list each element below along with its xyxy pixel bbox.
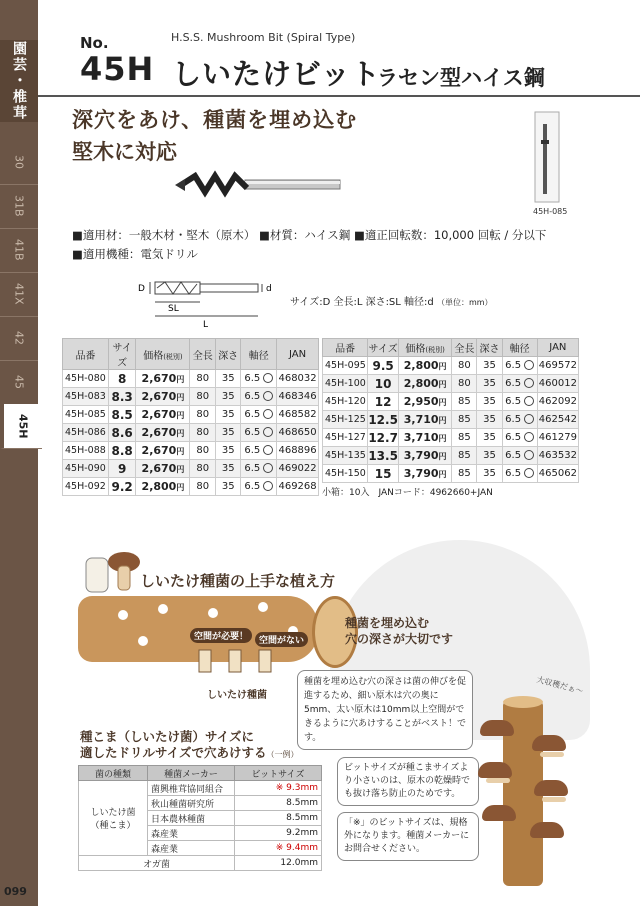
table-row [323,465,579,483]
col-header-price: 価格(税別) [136,339,190,370]
mushroom-cap [534,780,568,796]
note-bit-size: ビットサイズが種こまサイズより小さいのは、原木の乾燥時でも抜け落ち防止のためです。 [337,757,479,806]
table-footnote: 小箱：10入 JANコード：4962660+JAN [322,488,493,498]
label-gap-required: 空間が必要！ [190,628,252,643]
cell-size: 9.5 [368,357,399,375]
cell-jan: 462092 [537,393,578,411]
drill-size: ※ 9.4mm [235,841,322,856]
sidebar-category: 園芸・椎茸 [0,40,38,122]
cell-depth: 35 [477,357,502,375]
col-header-depth: 深さ [477,339,502,357]
sidebar-tab-31b[interactable]: 31B [0,184,38,229]
depth-message-line-2: 穴の深さが大切です [345,632,454,646]
cell-code: 45H-135 [323,447,368,465]
drill-maker: 森産業 [148,826,235,841]
cell-price: 2,670円 [136,442,190,460]
cell-code: 45H-085 [63,406,109,424]
cell-price: 3,790円 [399,447,452,465]
dimension-diagram [135,272,285,330]
log-hole [258,602,268,612]
material-value: 一般木材・堅木（原木） [128,228,256,242]
hex-shank-icon [263,373,273,383]
cell-length: 85 [452,429,477,447]
cell-depth: 35 [477,465,502,483]
spec-row-1 [72,227,546,243]
table-header-row [323,339,579,357]
mascot-illustration [80,540,140,600]
cell-jan: 460012 [537,375,578,393]
dimension-legend-text: サイズ:D 全長:L 深さ:SL 軸径:d [290,297,434,308]
cell-size: 9 [108,460,136,478]
cell-shank: 6.5 [241,370,277,388]
cell-size: 12.5 [368,412,398,427]
log-hole [138,636,148,646]
dim-label-d-upper: D [138,284,145,294]
cell-price: 2,950円 [399,393,452,411]
cell-depth: 35 [215,478,240,496]
hex-shank-icon [524,360,534,370]
cell-length: 85 [452,465,477,483]
drill-maker: 日本農林種菌 [148,811,235,826]
mushroom-cap [482,805,516,821]
cell-jan: 465062 [537,465,578,483]
col-header-price: 価格(税別) [399,339,452,357]
col-header-size: サイズ [108,339,136,370]
cell-length: 80 [190,478,215,496]
cell-shank: 6.5 [241,460,277,478]
cell-depth: 35 [215,370,240,388]
mushroom-underside [540,752,564,757]
page-subtitle: ラセン型ハイス鋼 [377,66,545,90]
cell-shank: 6.5 [241,442,277,460]
cell-code: 45H-150 [323,465,368,483]
cell-size: 15 [368,465,399,483]
cell-length: 80 [190,424,215,442]
cell-shank: 6.5 [502,357,537,375]
table-row [63,370,319,388]
cell-depth: 35 [477,375,502,393]
page-title: しいたけビット [172,57,381,91]
drill-table-title [80,729,299,763]
col-header-shank: 軸径 [241,339,277,370]
cell-depth: 35 [215,460,240,478]
cell-jan: 469022 [277,460,319,478]
col-header-code: 品番 [63,339,109,370]
cell-price: 2,800円 [136,478,190,496]
cell-size: 8.3 [108,388,136,406]
drill-title-line-1: 種こま（しいたけ菌）サイズに [80,729,255,744]
cell-depth: 35 [215,388,240,406]
quality-value: ハイス鋼 [304,228,351,242]
cell-jan: 468346 [277,388,319,406]
cell-shank: 6.5 [502,411,537,429]
col-header-jan: JAN [537,339,578,357]
drill-col-maker: 種菌メーカー [148,766,235,781]
col-header-jan: JAN [277,339,319,370]
cell-depth: 35 [215,406,240,424]
table-row [63,442,319,460]
table-row [323,429,579,447]
depth-explanation-box: 種菌を埋め込む穴の深さは菌の伸びを促進するため、細い原木は穴の奥に5mm、太い原木は10mm以上空間ができるように穴あけすることがベスト！です。 [297,670,473,750]
cell-depth: 35 [477,393,502,411]
sidebar-tab-41x[interactable]: 41X [0,272,38,317]
drill-size-table [78,765,322,871]
table-row [323,393,579,411]
hex-shank-icon [263,445,273,455]
spawn-plugs-illustration [195,646,285,682]
depth-message-line-1: 種菌を埋め込む [345,616,430,630]
table-header-row [63,339,319,370]
dimension-legend-unit: （単位：mm） [436,298,493,307]
cell-depth: 35 [215,442,240,460]
package-image [533,110,561,205]
cell-price: 2,670円 [136,460,190,478]
cell-code: 45H-090 [63,460,109,478]
cell-code: 45H-080 [63,370,109,388]
cell-length: 80 [452,357,477,375]
cell-size: 12 [368,393,399,411]
hex-shank-icon [263,481,273,491]
product-table-left [62,338,319,496]
cell-length: 85 [452,411,477,429]
cell-shank: 6.5 [502,447,537,465]
cell-shank: 6.5 [241,424,277,442]
label-no-gap: 空間がない [255,632,308,647]
drill-size: 8.5mm [235,796,322,811]
machine-value: 電気ドリル [140,247,198,261]
cell-code: 45H-092 [63,478,109,496]
rpm-label: ■適正回転数： [353,228,434,242]
log-hole [208,608,218,618]
table-row [63,478,319,496]
drill-size: 8.5mm [235,811,322,826]
dimension-legend [290,293,493,308]
drill-maker: 秋山種菌研究所 [148,796,235,811]
guide-title: しいたけ種菌の上手な植え方 [140,572,336,590]
mushroom-cap [532,735,566,751]
cell-length: 85 [452,393,477,411]
hex-shank-icon [263,391,273,401]
col-header-shank: 軸径 [502,339,537,357]
hex-shank-icon [263,409,273,419]
drill-oga-size: 12.0mm [235,856,322,871]
cell-shank: 6.5 [502,375,537,393]
quality-label: ■材質： [259,228,305,242]
cell-price: 2,670円 [136,370,190,388]
dim-label-sl: SL [168,304,179,314]
cell-jan: 469572 [537,357,578,375]
drill-bit-image [175,170,345,200]
drill-size: 9.2mm [235,826,322,841]
hex-shank-icon [263,427,273,437]
cell-size: 10 [368,375,399,393]
drill-col-type: 菌の種類 [79,766,148,781]
sidebar [0,0,38,906]
table-row [323,411,579,429]
sidebar-tab-41b[interactable]: 41B [0,228,38,273]
cell-size: 12.7 [368,430,398,445]
col-header-depth: 深さ [215,339,240,370]
hex-shank-icon [524,414,534,424]
cell-code: 45H-125 [323,411,368,429]
drill-maker: 森産業 [148,841,235,856]
cell-length: 80 [190,442,215,460]
drill-col-size: ビットサイズ [235,766,322,781]
depth-message [345,615,453,647]
hex-shank-icon [524,378,534,388]
cell-size: 8.8 [108,442,136,460]
mushroom-cap [480,720,514,736]
product-code: 45H [80,50,155,88]
cell-shank: 6.5 [502,465,537,483]
sidebar-tab-30[interactable]: 30 [0,140,38,185]
note-nonstandard: 「※」のビットサイズは、規格外になります。種菌メーカーにお問合せください。 [337,812,479,861]
material-label: ■適用材： [72,228,129,242]
table-row [323,375,579,393]
drill-maker: 菌興椎茸協同組合 [148,781,235,796]
cell-shank: 6.5 [241,406,277,424]
cell-length: 80 [190,388,215,406]
table-row [323,357,579,375]
cell-price: 2,670円 [136,388,190,406]
cell-jan: 463532 [537,447,578,465]
drill-size: ※ 9.3mm [235,781,322,796]
tagline-1: 深穴をあけ、種菌を埋め込む [72,108,358,132]
table-row [63,460,319,478]
drill-group-label: しいたけ菌 （種こま） [79,781,148,856]
cell-jan: 468582 [277,406,319,424]
tagline-2: 堅木に対応 [72,140,177,164]
cell-length: 85 [452,447,477,465]
col-header-size: サイズ [368,339,399,357]
drill-oga-label: オガ菌 [79,856,235,871]
col-header-length: 全長 [190,339,215,370]
shiitake-spawn-label: しいたけ種菌 [207,690,267,701]
cell-code: 45H-086 [63,424,109,442]
cell-shank: 6.5 [241,388,277,406]
standing-log-top [503,696,543,708]
cell-shank: 6.5 [502,429,537,447]
cell-jan: 461279 [537,429,578,447]
cell-length: 80 [190,406,215,424]
cell-size: 8.5 [108,406,136,424]
cell-price: 3,710円 [399,429,452,447]
cell-price: 2,800円 [399,375,452,393]
table-row [323,447,579,465]
cell-jan: 462542 [537,411,578,429]
dim-label-l: L [203,320,209,330]
drill-table-header [79,766,322,781]
hex-shank-icon [263,463,273,473]
cell-depth: 35 [477,411,502,429]
cell-jan: 468896 [277,442,319,460]
cell-jan: 469268 [277,478,319,496]
col-header-length: 全長 [452,339,477,357]
hex-shank-icon [524,468,534,478]
hex-shank-icon [524,450,534,460]
cell-code: 45H-127 [323,429,368,447]
sidebar-tab-42[interactable]: 42 [0,316,38,361]
mushroom-underside [542,797,566,802]
cell-code: 45H-120 [323,393,368,411]
harvest-caption: 大収穫だぁ～ [535,674,585,697]
drill-table-row [79,781,322,796]
header-divider [38,95,640,97]
cell-jan: 468650 [277,424,319,442]
cell-price: 3,790円 [399,465,452,483]
mushroom-cap [478,762,512,778]
cell-depth: 35 [215,424,240,442]
rpm-value: 10,000 回転 / 分以下 [433,228,547,242]
cell-size: 8.6 [108,424,136,442]
cell-length: 80 [452,375,477,393]
package-code: 45H-085 [533,207,568,216]
no-label: No. [80,34,109,52]
cell-code: 45H-095 [323,357,368,375]
sidebar-tab-45[interactable]: 45 [0,360,38,405]
page-number: 099 [4,885,27,898]
hex-shank-icon [524,396,534,406]
dim-label-d-lower: d [266,284,272,294]
cell-jan: 468032 [277,370,319,388]
drill-title-line-2: 適したドリルサイズで穴あけする（一例） [80,745,299,760]
mushroom-cap [530,822,564,838]
cell-price: 2,670円 [136,424,190,442]
cell-price: 2,670円 [136,406,190,424]
table-row [63,424,319,442]
machine-label: ■適用機種： [72,247,141,261]
sidebar-tab-45h[interactable]: 45H [0,404,42,449]
cell-code: 45H-088 [63,442,109,460]
cell-price: 3,710円 [399,411,452,429]
cell-length: 80 [190,370,215,388]
log-hole [118,610,128,620]
english-name: H.S.S. Mushroom Bit (Spiral Type) [171,31,356,44]
cell-code: 45H-100 [323,375,368,393]
cell-size: 13.5 [368,448,398,463]
cell-depth: 35 [477,447,502,465]
log-hole [158,604,168,614]
cell-price: 2,800円 [399,357,452,375]
table-row [63,388,319,406]
cell-code: 45H-083 [63,388,109,406]
table-row [63,406,319,424]
cell-shank: 6.5 [502,393,537,411]
cell-shank: 6.5 [241,478,277,496]
cell-size: 8 [108,370,136,388]
spec-row-2 [72,246,198,262]
cell-depth: 35 [477,429,502,447]
cell-size: 9.2 [108,478,136,496]
hex-shank-icon [524,432,534,442]
product-table-right [322,338,579,483]
mushroom-underside [486,778,510,783]
col-header-code: 品番 [323,339,368,357]
drill-table-row [79,856,322,871]
cell-length: 80 [190,460,215,478]
